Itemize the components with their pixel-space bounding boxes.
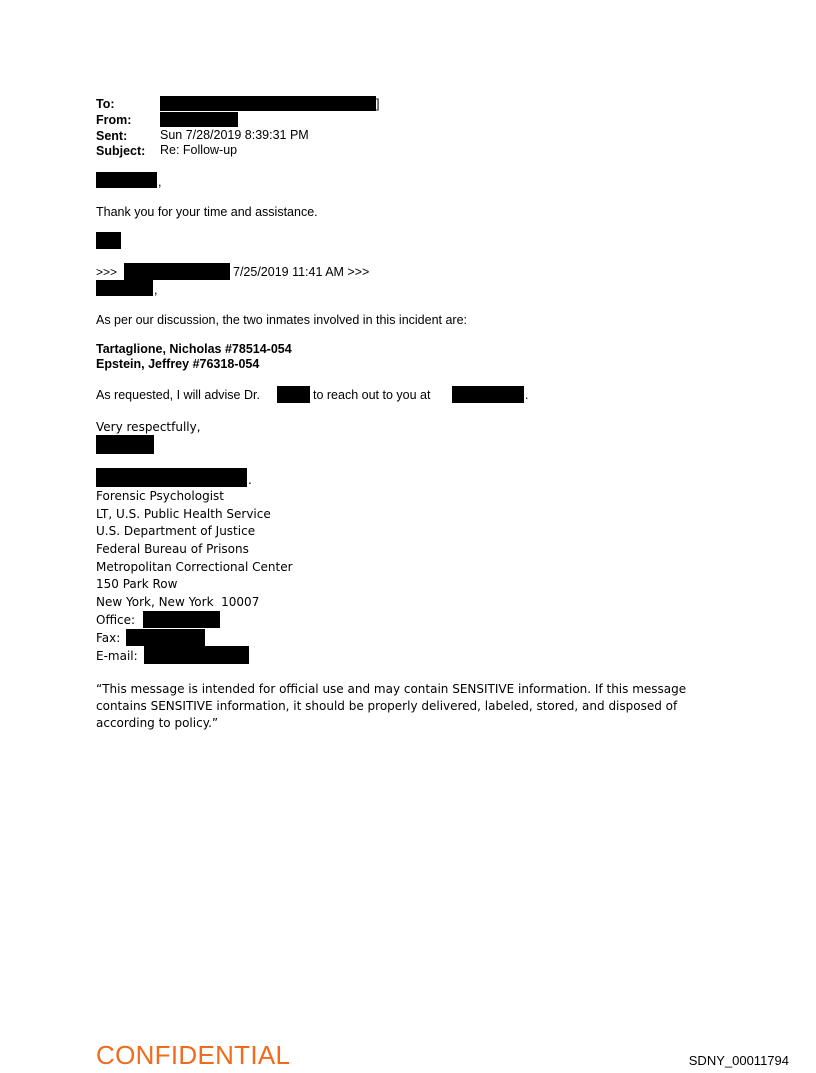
sent-value: Sun 7/28/2019 8:39:31 PM [160,128,309,142]
fax-redaction [126,629,205,646]
quote-timestamp: 7/25/2019 11:41 AM >>> [233,265,370,279]
signature-rank: LT, U.S. Public Health Service [96,506,271,521]
office-redaction [143,611,220,628]
to-bracket: ] [376,97,380,111]
subject-label: Subject: [96,144,146,158]
sender-initials-redaction [96,232,121,249]
greeting-comma: , [158,175,162,189]
from-label: From: [96,113,132,127]
bates-number: SDNY_00011794 [688,1053,789,1068]
inmate-1: Tartaglione, Nicholas #78514-054 [96,342,292,356]
signature-title: Forensic Psychologist [96,489,224,503]
quote-greeting-redaction [96,280,153,296]
greeting-redaction [96,172,157,188]
advise-end: . [525,388,529,402]
signature-department: U.S. Department of Justice [96,524,256,539]
thanks-text: Thank you for your time and assistance. [96,205,318,219]
from-redaction [160,112,238,127]
email-label: E-mail: [96,649,138,663]
contact-redaction [452,386,524,403]
quote-sender-redaction [124,263,230,280]
to-redaction [160,96,376,111]
signature-city: New York, New York 10007 [96,595,260,610]
inmate-2: Epstein, Jeffrey #76318-054 [96,357,260,371]
confidential-stamp: CONFIDENTIAL [96,1040,291,1070]
signature-name-period: . [248,473,252,487]
fax-label: Fax: [96,631,121,645]
quote-intro: As per our discussion, the two inmates involved in this incident are: [96,313,468,327]
disclaimer-text: “This message is intended for official use and may contain SENSITIVE information. If this message contains SENSITIVE information, it should be properly delivered, labeled, stored, and disposed of according to policy.” [96,682,687,730]
advise-start: As requested, I will advise Dr. [96,388,260,402]
email-redaction [144,646,249,664]
subject-value: Re: Follow-up [160,143,238,157]
signature-street: 150 Park Row [96,577,178,592]
quote-prefix: >>> [96,265,118,279]
advise-mid: to reach out to you at [313,388,431,402]
signature-facility: Metropolitan Correctional Center [96,559,293,574]
signature-name-redaction [96,468,247,487]
to-label: To: [96,97,115,111]
signature-lines [96,487,293,611]
sent-label: Sent: [96,129,128,143]
office-label: Office: [96,613,136,627]
closing-text: Very respectfully, [96,420,201,434]
doctor-name-redaction [277,386,310,403]
closing-name-redaction [96,435,154,454]
signature-bureau: Federal Bureau of Prisons [96,542,249,557]
quote-greeting-comma: , [154,283,158,297]
